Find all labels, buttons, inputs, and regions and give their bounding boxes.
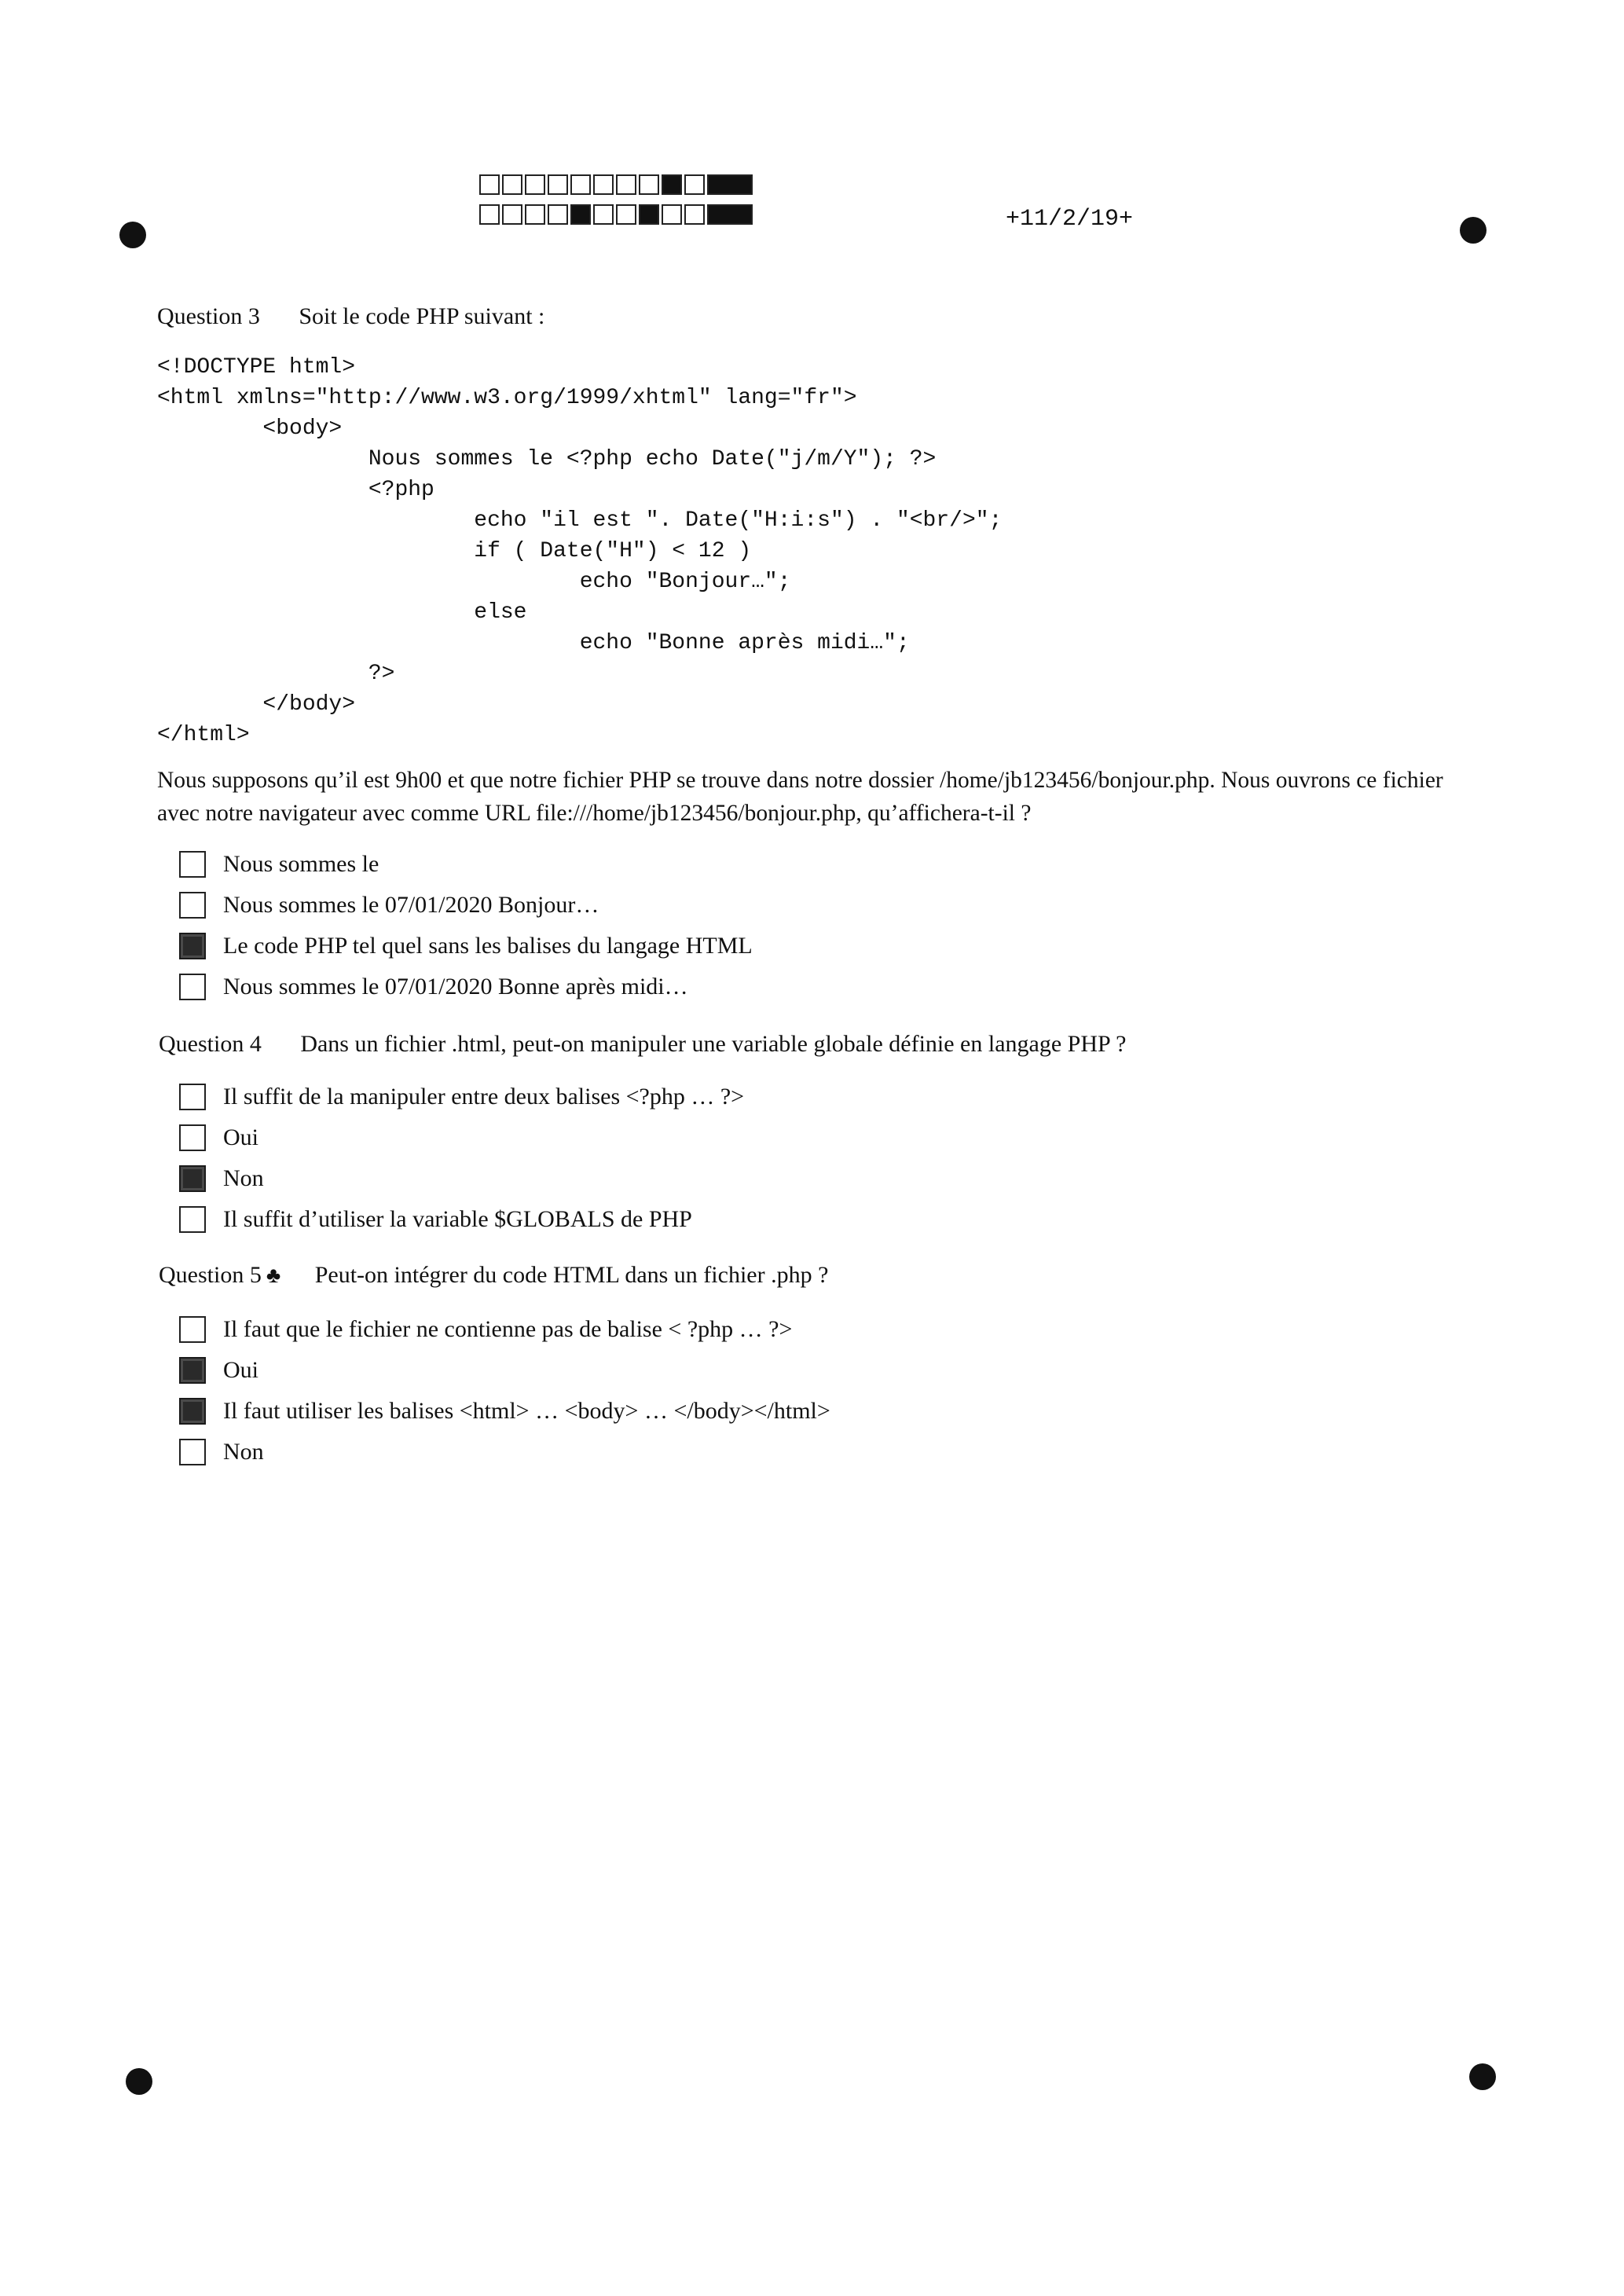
option-label: Nous sommes le 07/01/2020 Bonne après midi… <box>223 974 688 999</box>
answer-checkbox[interactable] <box>179 1084 206 1110</box>
answer-checkbox[interactable] <box>179 1165 206 1192</box>
question-5-label: Question 5 <box>159 1262 262 1288</box>
question-4-label: Question 4 <box>159 1031 262 1057</box>
question-4-heading <box>159 1031 1126 1058</box>
barcode-cell <box>616 174 636 195</box>
answer-checkbox[interactable] <box>179 1398 206 1425</box>
question-4-option-4[interactable] <box>179 1204 692 1235</box>
question-4-option-3[interactable] <box>179 1163 264 1194</box>
php-code-block: <!DOCTYPE html> <html xmlns="http://www.w3.org/1999/xhtml" lang="fr"> <body> Nous sommes le <?php echo Date("j/m/Y"); ?> <?php echo "il est ". Date("H:i:s") . "<br/>"; if ( Date("H") < 12 ) echo "Bonjour…"; else echo "Bonne après midi…"; ?> </body> </html> <box>157 355 1003 747</box>
barcode-cell <box>639 204 659 225</box>
answer-checkbox[interactable] <box>179 851 206 878</box>
option-label: Nous sommes le <box>223 851 379 877</box>
option-label: Il faut utiliser les balises <html> … <body> … </body></html> <box>223 1398 830 1424</box>
barcode-cell <box>639 174 659 195</box>
answer-checkbox[interactable] <box>179 892 206 919</box>
barcode-cell <box>684 174 705 195</box>
option-label: Non <box>223 1165 264 1191</box>
option-label: Le code PHP tel quel sans les balises du langage HTML <box>223 933 753 959</box>
barcode-cell <box>479 204 500 225</box>
answer-checkbox[interactable] <box>179 974 206 1000</box>
question-3-option-4[interactable] <box>179 971 688 1003</box>
barcode-cell <box>570 174 591 195</box>
question-5-title: Peut-on intégrer du code HTML dans un fichier .php ? <box>314 1262 829 1288</box>
option-label: Oui <box>223 1357 258 1383</box>
answer-checkbox[interactable] <box>179 1206 206 1233</box>
barcode-cell <box>593 204 614 225</box>
answer-checkbox[interactable] <box>179 1124 206 1151</box>
registration-mark-bottom-right <box>1469 2063 1496 2090</box>
page-code: +11/2/19+ <box>1006 206 1134 233</box>
registration-mark-top-left <box>119 222 146 248</box>
question-5-option-3[interactable] <box>179 1396 830 1427</box>
question-5-option-1[interactable] <box>179 1314 792 1345</box>
option-label: Il suffit d’utiliser la variable $GLOBALS de PHP <box>223 1206 692 1232</box>
barcode-cell <box>684 204 705 225</box>
barcode-cell <box>707 204 753 225</box>
answer-checkbox[interactable] <box>179 1357 206 1384</box>
answer-checkbox[interactable] <box>179 1316 206 1343</box>
question-3-option-2[interactable] <box>179 889 599 921</box>
question-3-option-1[interactable] <box>179 849 379 880</box>
question-5-option-2[interactable] <box>179 1355 258 1386</box>
barcode-row-bottom <box>479 204 755 225</box>
barcode-cell <box>548 204 568 225</box>
registration-mark-bottom-left <box>126 2068 152 2095</box>
option-label: Nous sommes le 07/01/2020 Bonjour… <box>223 892 599 918</box>
barcode-row-top <box>479 174 755 195</box>
barcode-cell <box>525 204 545 225</box>
barcode-cell <box>548 174 568 195</box>
question-3-label: Question 3 <box>157 303 260 329</box>
question-4-title: Dans un fichier .html, peut-on manipuler une variable globale définie en langage PHP ? <box>300 1031 1127 1057</box>
barcode-cell <box>525 174 545 195</box>
question-3-title: Soit le code PHP suivant : <box>299 303 545 329</box>
option-label: Non <box>223 1439 264 1465</box>
answer-checkbox[interactable] <box>179 933 206 959</box>
question-3-option-3[interactable] <box>179 930 753 962</box>
question-3-heading <box>157 303 544 330</box>
barcode-cell <box>662 204 682 225</box>
registration-mark-top-right <box>1460 217 1487 244</box>
option-label: Il faut que le fichier ne contienne pas de balise < ?php … ?> <box>223 1316 793 1342</box>
barcode-cell <box>479 174 500 195</box>
barcode-cell <box>593 174 614 195</box>
option-label: Il suffit de la manipuler entre deux balises <?php … ?> <box>223 1084 745 1109</box>
question-3-statement: Nous supposons qu’il est 9h00 et que notre fichier PHP se trouve dans notre dossier /home/jb123456/bonjour.php. Nous ouvrons ce fichier avec notre navigateur avec comme URL file:///home/jb123456/bonjour.php, qu’affichera-t-il ? <box>157 768 1443 826</box>
question-5-heading <box>159 1262 828 1289</box>
question-5-option-4[interactable] <box>179 1436 264 1468</box>
barcode-cell <box>616 204 636 225</box>
question-4-option-2[interactable] <box>179 1122 258 1154</box>
barcode-cell <box>662 174 682 195</box>
option-label: Oui <box>223 1124 258 1150</box>
club-icon: ♣ <box>266 1264 281 1288</box>
barcode-cell <box>707 174 753 195</box>
barcode-cell <box>502 204 522 225</box>
barcode-cell <box>502 174 522 195</box>
question-4-option-1[interactable] <box>179 1081 744 1113</box>
answer-checkbox[interactable] <box>179 1439 206 1465</box>
barcode-cell <box>570 204 591 225</box>
